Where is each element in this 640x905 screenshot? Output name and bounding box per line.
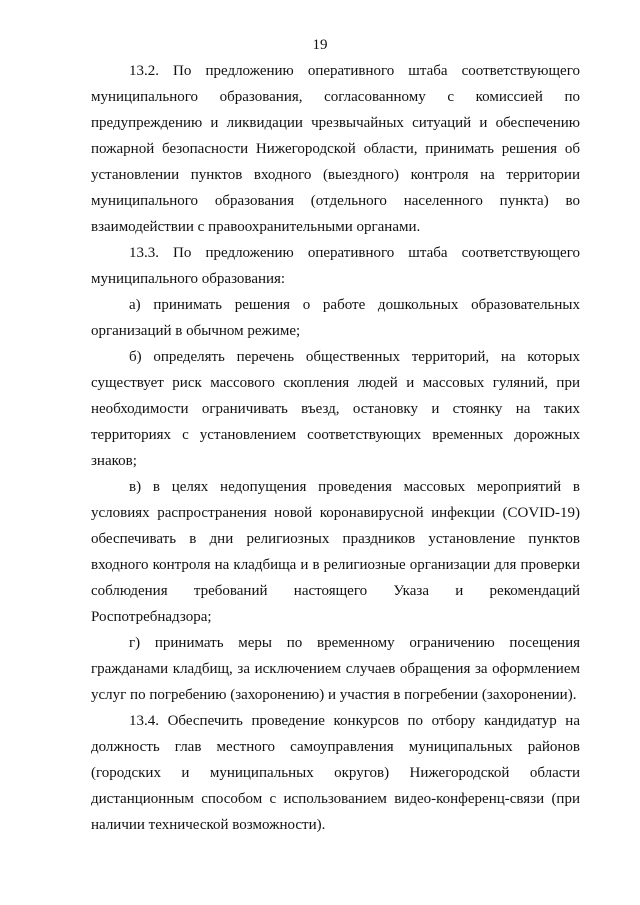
paragraph-13-3-v: в) в целях недопущения проведения массовых мероприятий в условиях распространения новой коронавирусной инфекции (COVID-19) обеспечивать в дни религиозных праздников установление пунктов входного контроля на кладбища и в религиозные организации для проверки соблюдения требований настоящего Указа и рекомендаций Роспотребнадзора; <box>91 479 580 625</box>
paragraph-13-3: 13.3. По предложению оперативного штаба соответствующего муниципального образования: <box>91 245 580 287</box>
document-body <box>91 58 580 838</box>
paragraph-13-3-g: г) принимать меры по временному ограничению посещения гражданами кладбищ, за исключением случаев обращения за оформлением услуг по погребению (захоронению) и участия в погребении (захоронении). <box>91 635 580 703</box>
paragraph-13-2: 13.2. По предложению оперативного штаба соответствующего муниципального образования, согласованному с комиссией по предупреждению и ликвидации чрезвычайных ситуаций и обеспечению пожарной безопасности Нижегородской области, принимать решения об установлении пунктов входного (выездного) контроля на территории муниципального образования (отдельного населенного пункта) во взаимодействии с правоохранительными органами. <box>91 63 580 235</box>
paragraph-13-4: 13.4. Обеспечить проведение конкурсов по отбору кандидатур на должность глав местного самоуправления муниципальных районов (городских и муниципальных округов) Нижегородской области дистанционным способом с использованием видео-конференц-связи (при наличии технической возможности). <box>91 713 580 833</box>
paragraph-13-3-a: а) принимать решения о работе дошкольных образовательных организаций в обычном режиме; <box>91 297 580 339</box>
page-number: 19 <box>312 37 328 53</box>
paragraph-13-3-b: б) определять перечень общественных территорий, на которых существует риск массового скопления людей и массовых гуляний, при необходимости ограничивать въезд, остановку и стоянку на таких территориях с установлением соответствующих временных дорожных знаков; <box>91 349 580 469</box>
